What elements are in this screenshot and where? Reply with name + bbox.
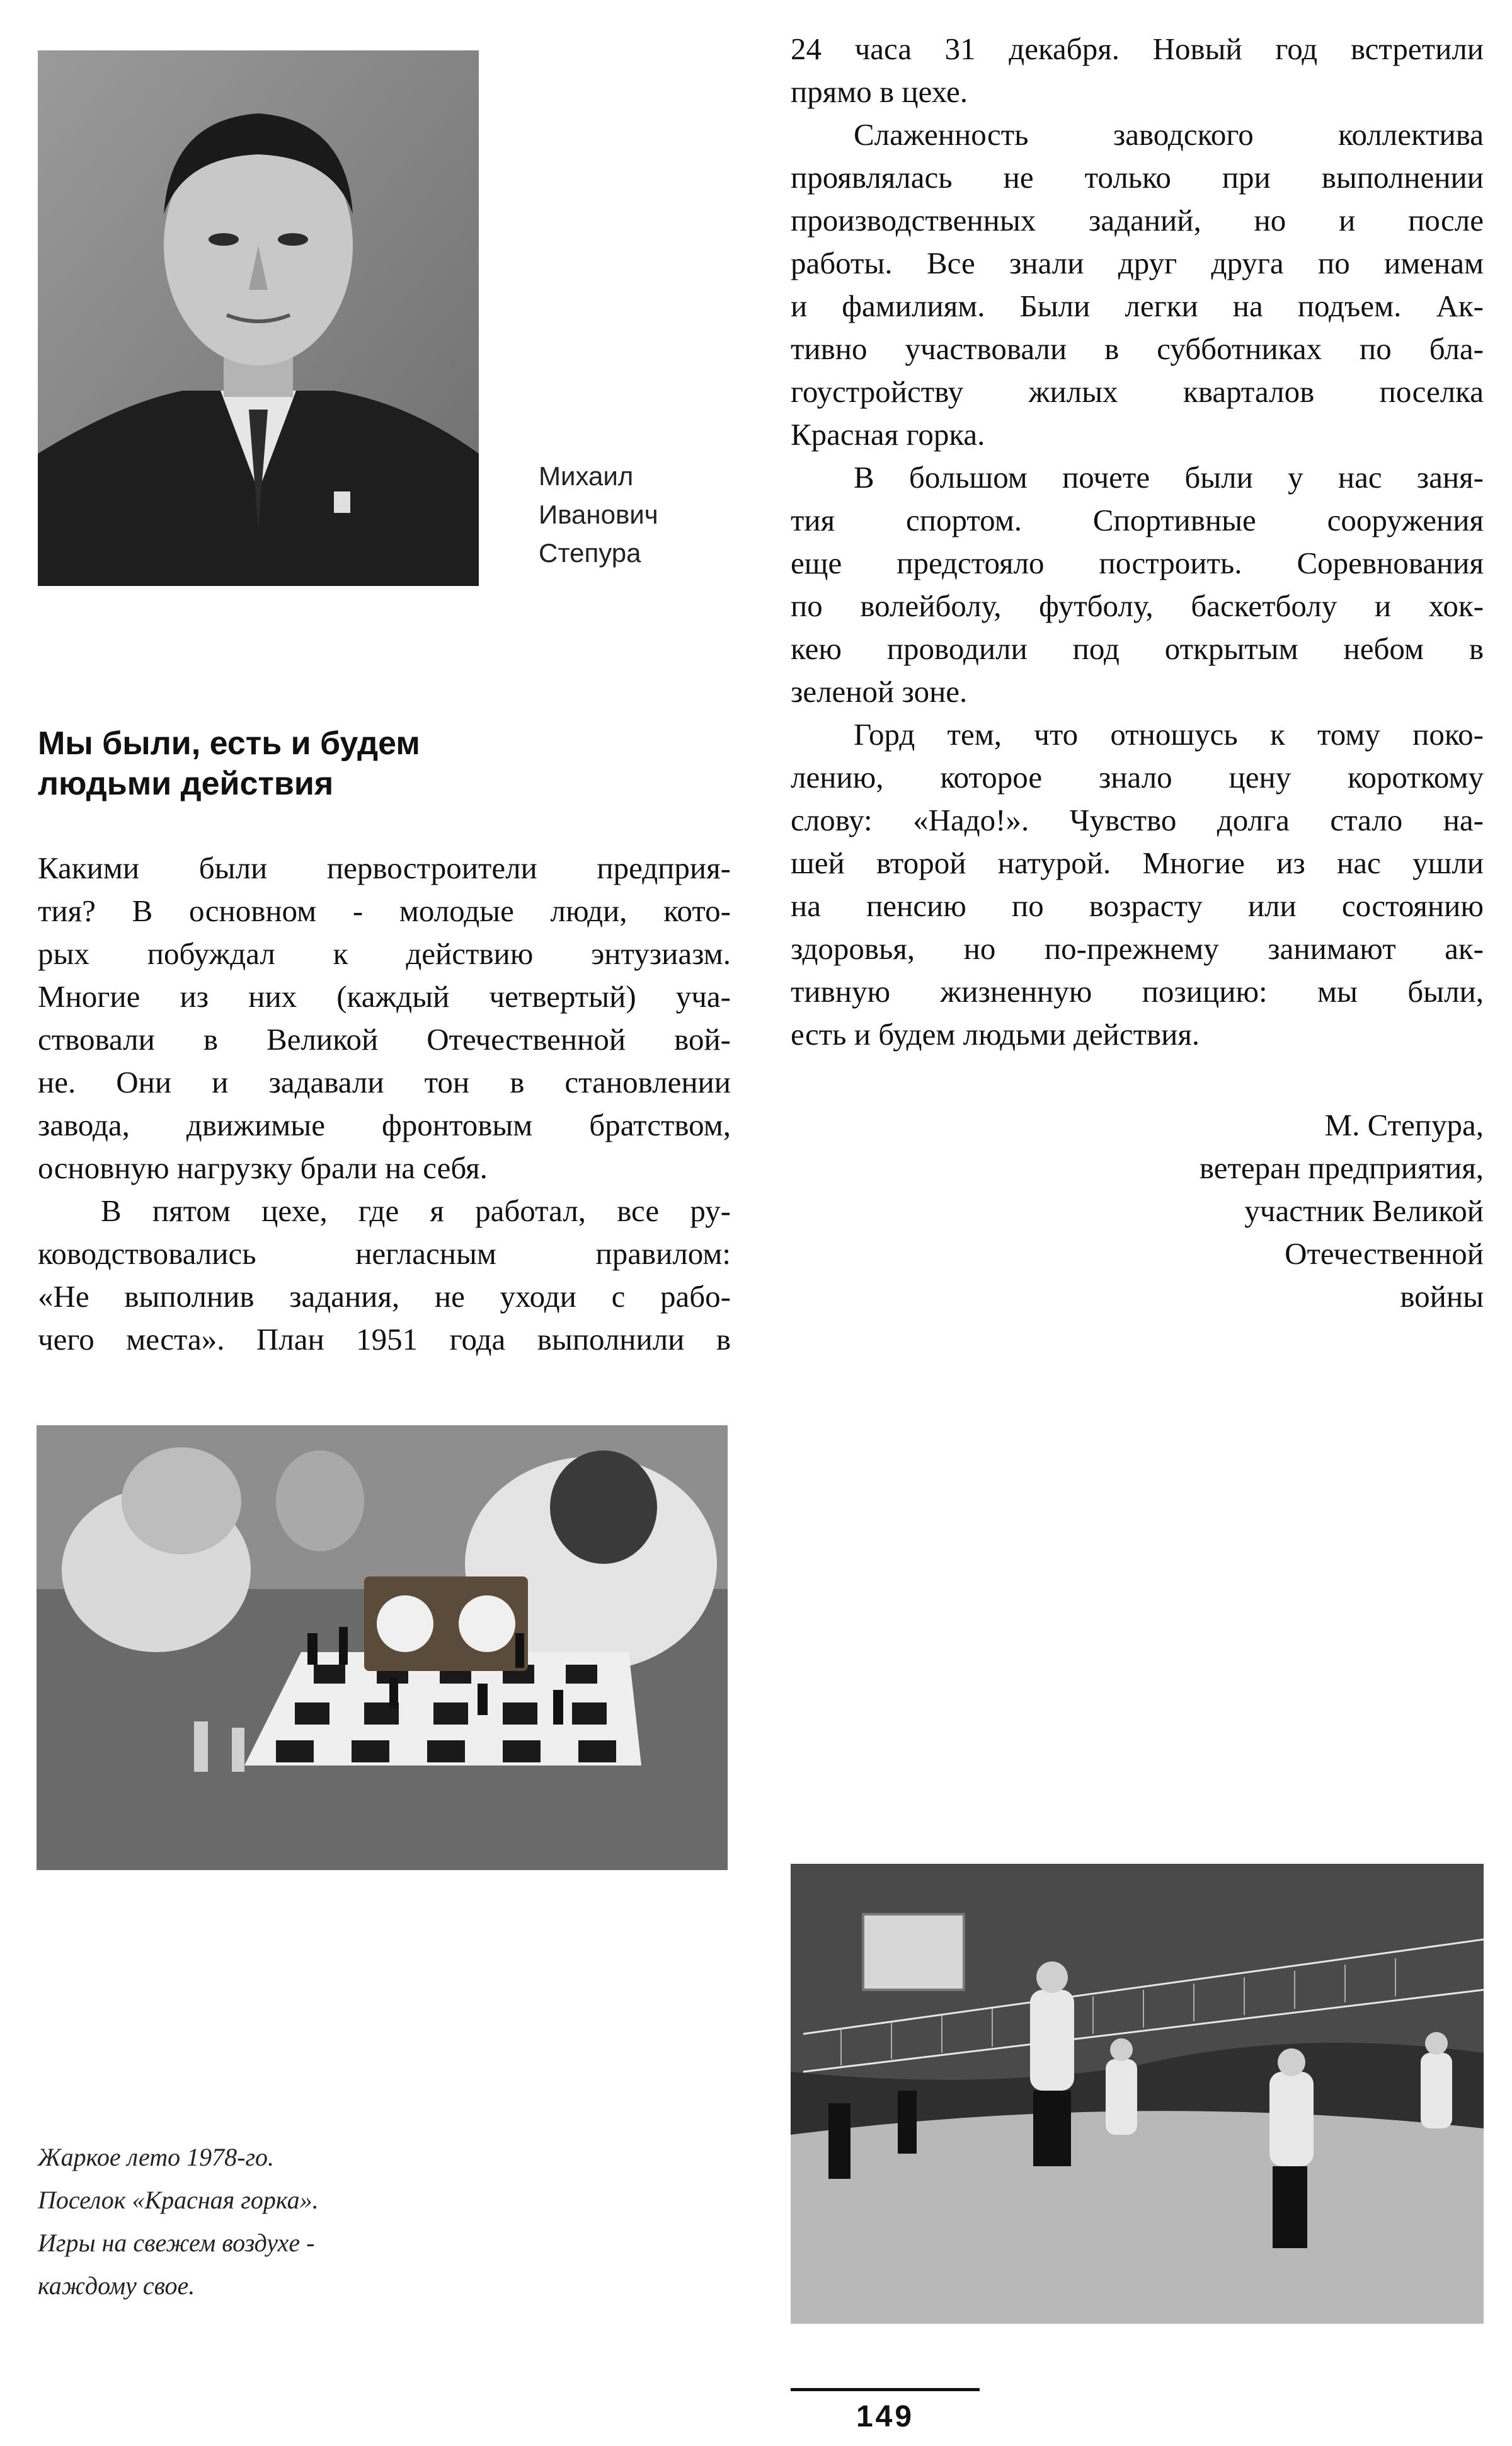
- text-line: зеленой зоне.: [791, 674, 968, 709]
- title-line: людьми действия: [38, 766, 334, 802]
- text-line: прямо в цехе.: [791, 74, 968, 109]
- text-line: ководствовались негласным правилом:: [38, 1236, 731, 1271]
- text-line: работы. Все знали друг друга по именам: [791, 246, 1484, 280]
- text-line: производственных заданий, но и после: [791, 203, 1484, 238]
- text-line: В большом почете были у нас заня-: [854, 460, 1484, 495]
- volleyball-illustration: [791, 1864, 1484, 2324]
- caption-line: Иванович: [539, 500, 658, 529]
- text-line: завода, движимые фронтовым братством,: [38, 1108, 731, 1142]
- text-line: здоровья, но по-прежнему занимают ак-: [791, 931, 1484, 966]
- title-line: Мы были, есть и будем: [38, 725, 420, 762]
- text-line: рых побуждал к действию энтузиазм.: [38, 936, 731, 971]
- caption-line: Степура: [539, 538, 641, 568]
- text-line: 24 часа 31 декабря. Новый год встретили: [791, 32, 1484, 66]
- caption-line: Поселок «Красная горка».: [38, 2186, 319, 2214]
- paragraph: [791, 113, 1484, 456]
- paragraph: [38, 1190, 731, 1361]
- text-line: на пенсию по возрасту или состоянию: [791, 888, 1484, 923]
- left-column: [38, 847, 731, 1361]
- right-column: [791, 28, 1484, 1056]
- chess-photo: [37, 1425, 728, 1870]
- volleyball-photo: [791, 1864, 1484, 2324]
- text-line: ствовали в Великой Отечественной вой-: [38, 1022, 731, 1057]
- paragraph: [38, 847, 731, 1190]
- paragraph: [791, 713, 1484, 1056]
- paragraph: [791, 456, 1484, 713]
- text-line: гоустройству жилых кварталов поселка: [791, 374, 1484, 409]
- text-line: основную нагрузку брали на себя.: [38, 1151, 488, 1185]
- text-line: кею проводили под открытым небом в: [791, 631, 1484, 666]
- chess-illustration: [37, 1425, 728, 1870]
- author-signature: [1008, 1104, 1484, 1318]
- text-line: чего места». План 1951 года выполнили в: [38, 1322, 731, 1357]
- text-line: Слаженность заводского коллектива: [854, 117, 1484, 152]
- text-line: лению, которое знало цену короткому: [791, 760, 1484, 795]
- caption-line: Михаил: [539, 461, 634, 491]
- caption-line: каждому свое.: [38, 2271, 195, 2300]
- photos-caption: [38, 2136, 542, 2307]
- text-line: слову: «Надо!». Чувство долга стало на-: [791, 803, 1484, 837]
- text-line: В пятом цехе, где я работал, все ру-: [101, 1193, 731, 1228]
- text-line: проявлялась не только при выполнении: [791, 160, 1484, 195]
- page-number-rule: [791, 2388, 980, 2391]
- portrait-caption: [539, 457, 702, 572]
- text-line: не. Они и задавали тон в становлении: [38, 1065, 731, 1100]
- text-line: и фамилиям. Были легки на подъем. Ак-: [791, 289, 1484, 323]
- text-line: тия? В основном - молодые люди, кото-: [38, 893, 731, 928]
- text-line: «Не выполнив задания, не уходи с рабо-: [38, 1279, 731, 1314]
- signature-line: участник Великой: [1244, 1193, 1484, 1228]
- paragraph: [791, 28, 1484, 113]
- caption-line: Игры на свежем воздухе -: [38, 2229, 315, 2257]
- text-line: тивно участвовали в субботниках по бла-: [791, 331, 1484, 366]
- text-line: Красная горка.: [791, 417, 985, 452]
- article-title: [38, 723, 731, 804]
- portrait-photo: [38, 50, 479, 586]
- signature-line: ветеран предприятия,: [1199, 1151, 1484, 1185]
- signature-line: Отечественной: [1285, 1236, 1484, 1271]
- text-line: шей второй натурой. Многие из нас ушли: [791, 846, 1484, 880]
- text-line: Какими были первостроители предприя-: [38, 851, 731, 885]
- text-line: тивную жизненную позицию: мы были,: [791, 974, 1484, 1009]
- caption-line: Жаркое лето 1978-го.: [38, 2143, 275, 2171]
- text-line: есть и будем людьми действия.: [791, 1017, 1200, 1052]
- text-line: Многие из них (каждый четвертый) уча-: [38, 979, 731, 1014]
- portrait-illustration: [38, 50, 479, 586]
- text-line: еще предстояло построить. Соревнования: [791, 546, 1484, 580]
- text-line: по волейболу, футболу, баскетболу и хок-: [791, 589, 1484, 623]
- text-line: Горд тем, что отношусь к тому поко-: [854, 717, 1484, 752]
- signature-line: М. Степура,: [1324, 1108, 1484, 1142]
- text-line: тия спортом. Спортивные сооружения: [791, 503, 1484, 537]
- page-number: 149: [856, 2400, 915, 2433]
- signature-line: войны: [1400, 1279, 1484, 1314]
